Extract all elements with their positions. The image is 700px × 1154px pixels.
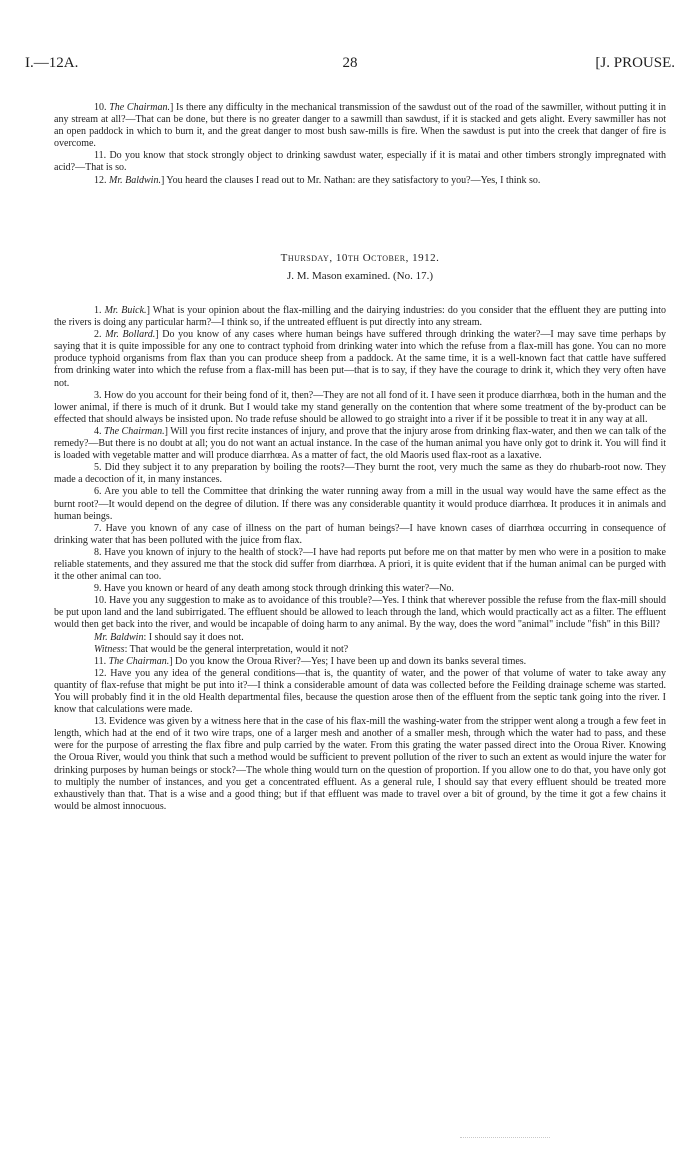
question-paragraph: 11. Do you know that stock strongly object to drinking sawdust water, especially if it is matai and other timbers strongly impregnated with acid?—That is so. bbox=[54, 150, 666, 174]
speaker: The Chairman. bbox=[104, 425, 165, 437]
question-paragraph: 10. The Chairman.] Is there any difficulty in the mechanical transmission of the sawdust out of the road of the sawmiller, without putting it in any stream at all?—That can be done, but there is no greater danger to a sawmill than sawdust, if it is stacked and gets alight. Every sawmiller has not an open paddock in which to burn it, and the great danger to most bush saw-mills is fire. When the sawdust is put into the creek that danger of fire is overcome. bbox=[54, 102, 666, 150]
evidence-section-mason bbox=[54, 305, 666, 813]
question-paragraph: 12. Have you any idea of the general conditions—that is, the quantity of water, and the power of that volume of water to take away any quantity of flax-refuse that might be put into it?—I think a considerable amount of data was collected before the Feilding drainage scheme was started. You will probably find it in the old Health departmental files, because the question arose then of the effluent from the septic tank going into the river. I know that calculations were made. bbox=[54, 667, 667, 716]
evidence-section-prouse bbox=[54, 102, 666, 187]
question-paragraph: 3. How do you account for their being fond of it, then?—They are not all fond of it. I have seen it produce diarrhœa, both in the human and the lower animal, if there is much of it drunk. But I would take my stand generally on the contention that where some treatment of the by-product can be effected that should always be insisted upon. No trade refuse should be allowed to go straight into a river if it be possible to treat it in any way at all. bbox=[54, 389, 667, 425]
question-paragraph: 13. Evidence was given by a witness here that in the case of his flax-mill the washing-water from the stripper went along a trough a few feet in length, which had at the end of it two wire traps, one of a larger mesh and another of a smaller mesh, through which the water had to pass, and these were for the purpose of arresting the flax fibre and pulp carried by the water. From this grating the water passed direct into the Oroua River. Knowing the Oroua River, would you think that such a method would be sufficient to prevent pollution of the river to such an extent as would injure the water for drinking purposes by human beings or stock?—The whole thing would turn on the question of proportion. If you allow one to do that, you have only got to multiply the number of instances, and you get a concentrated effluent. As a general rule, I should say that every effluent should be treated more exhaustively than that. That is a wise and a good thing; but if that effluent was made to travel over a bit of ground, by the time it got a few chains it would be almost innocuous. bbox=[54, 716, 667, 812]
speaker: Mr. Baldwin. bbox=[109, 174, 161, 186]
speaker: The Chairman. bbox=[109, 102, 170, 113]
speaker: Mr. Baldwin bbox=[94, 631, 144, 643]
question-paragraph: 2. Mr. Bollard.] Do you know of any cases where human beings have suffered through drinking the water?—I may save time perhaps by saying that it is quite impossible for any one to contract typhoid from drinking water into which the refuse from a flax-mill has gone. You can no more produce typhoid organisms from flax than you can produce sheep from a paddock. At the same time, it is a well-known fact that cattle have suffered from drinking water into which the refuse from a flax-mill has been put—that is to say, if they have the courage to drink it, which they very often have not. bbox=[54, 329, 666, 389]
colloquy-paragraph: Witness: That would be the general interpretation, would it not? bbox=[94, 643, 349, 655]
question-paragraph: 10. Have you any suggestion to make as to avoidance of this trouble?—Yes. I think that wherever possible the refuse from the flax-mill should be put upon land and the land subirrigated. The effluent should be allowed to leach through the land, which would practically act as a filter. The effluent would then get back into the river, and would be incapable of doing harm to any animal. By the way, does the word "animal" include "fish" in this Bill? bbox=[54, 595, 666, 631]
question-paragraph: 12. Mr. Baldwin.] You heard the clauses I read out to Mr. Nathan: are they satisfactory to you?—Yes, I think so. bbox=[94, 174, 541, 186]
page-header bbox=[25, 55, 675, 73]
session-date-heading: Thursday, 10th October, 1912. bbox=[280, 252, 440, 264]
question-paragraph: 11. The Chairman.] Do you know the Oroua River?—Yes; I have been up and down its banks several times. bbox=[94, 655, 527, 667]
speaker: Witness bbox=[94, 643, 125, 655]
question-paragraph: 1. Mr. Buick.] What is your opinion about the flax-milling and the dairying industries: do you consider that the effluent they are putting into the rivers is doing any particular harm?—I think so, if the untreated effluent is put directly into any stream. bbox=[54, 305, 666, 329]
question-paragraph: 6. Are you able to tell the Committee that drinking the water running away from a mill in the usual way would have the same effect as the burnt root?—It would depend on the degree of dilution. If there was any considerable quantity it would produce diarrhœa. It produces it in animals and human beings. bbox=[54, 486, 666, 522]
question-paragraph: 5. Did they subject it to any preparation by boiling the roots?—They burnt the root, very much the same as they do rhubarb-root now. They made a decoction of it, in many instances. bbox=[54, 462, 666, 486]
page-number: 28 bbox=[342, 55, 358, 71]
colloquy-paragraph: Mr. Baldwin: I should say it does not. bbox=[94, 631, 244, 643]
witness-heading: J. M. Mason examined. (No. 17.) bbox=[286, 270, 434, 282]
question-paragraph: 4. The Chairman.] Will you first recite instances of injury, and prove that the injury arose from drinking flax-water, and then we can talk of the remedy?—But there is no doubt at all; you do not want an actual instance. In the case of the human animal you have only got to drink it. You will find it is loaded with vegetable matter and will produce diarrhœa. As a matter of fact, the old Maoris used flax-root as a laxative. bbox=[54, 425, 667, 462]
witness-running-head: [J. PROUSE. bbox=[595, 55, 675, 71]
paper-reference: I.—12A. bbox=[25, 55, 79, 71]
speaker: The Chairman. bbox=[108, 655, 170, 667]
question-paragraph: 8. Have you known of injury to the health of stock?—I have had reports put before me on that matter by men who were in a position to make reliable statements, and they assured me that the stock did suffer from diarrhœa. A priori, it is quite evident that if the human animal can be purged with it the other animal can too. bbox=[54, 546, 666, 583]
speaker: Mr. Buick. bbox=[104, 305, 147, 316]
question-paragraph: 9. Have you known or heard of any death among stock through drinking this water?—No. bbox=[94, 583, 454, 595]
scan-artifact-line bbox=[460, 1137, 550, 1138]
speaker: Mr. Bollard. bbox=[105, 329, 156, 341]
question-paragraph: 7. Have you known of any case of illness on the part of human beings?—I have known cases of diarrhœa occurring in consequence of drinking water that has been polluted with the juice from flax. bbox=[54, 522, 667, 546]
